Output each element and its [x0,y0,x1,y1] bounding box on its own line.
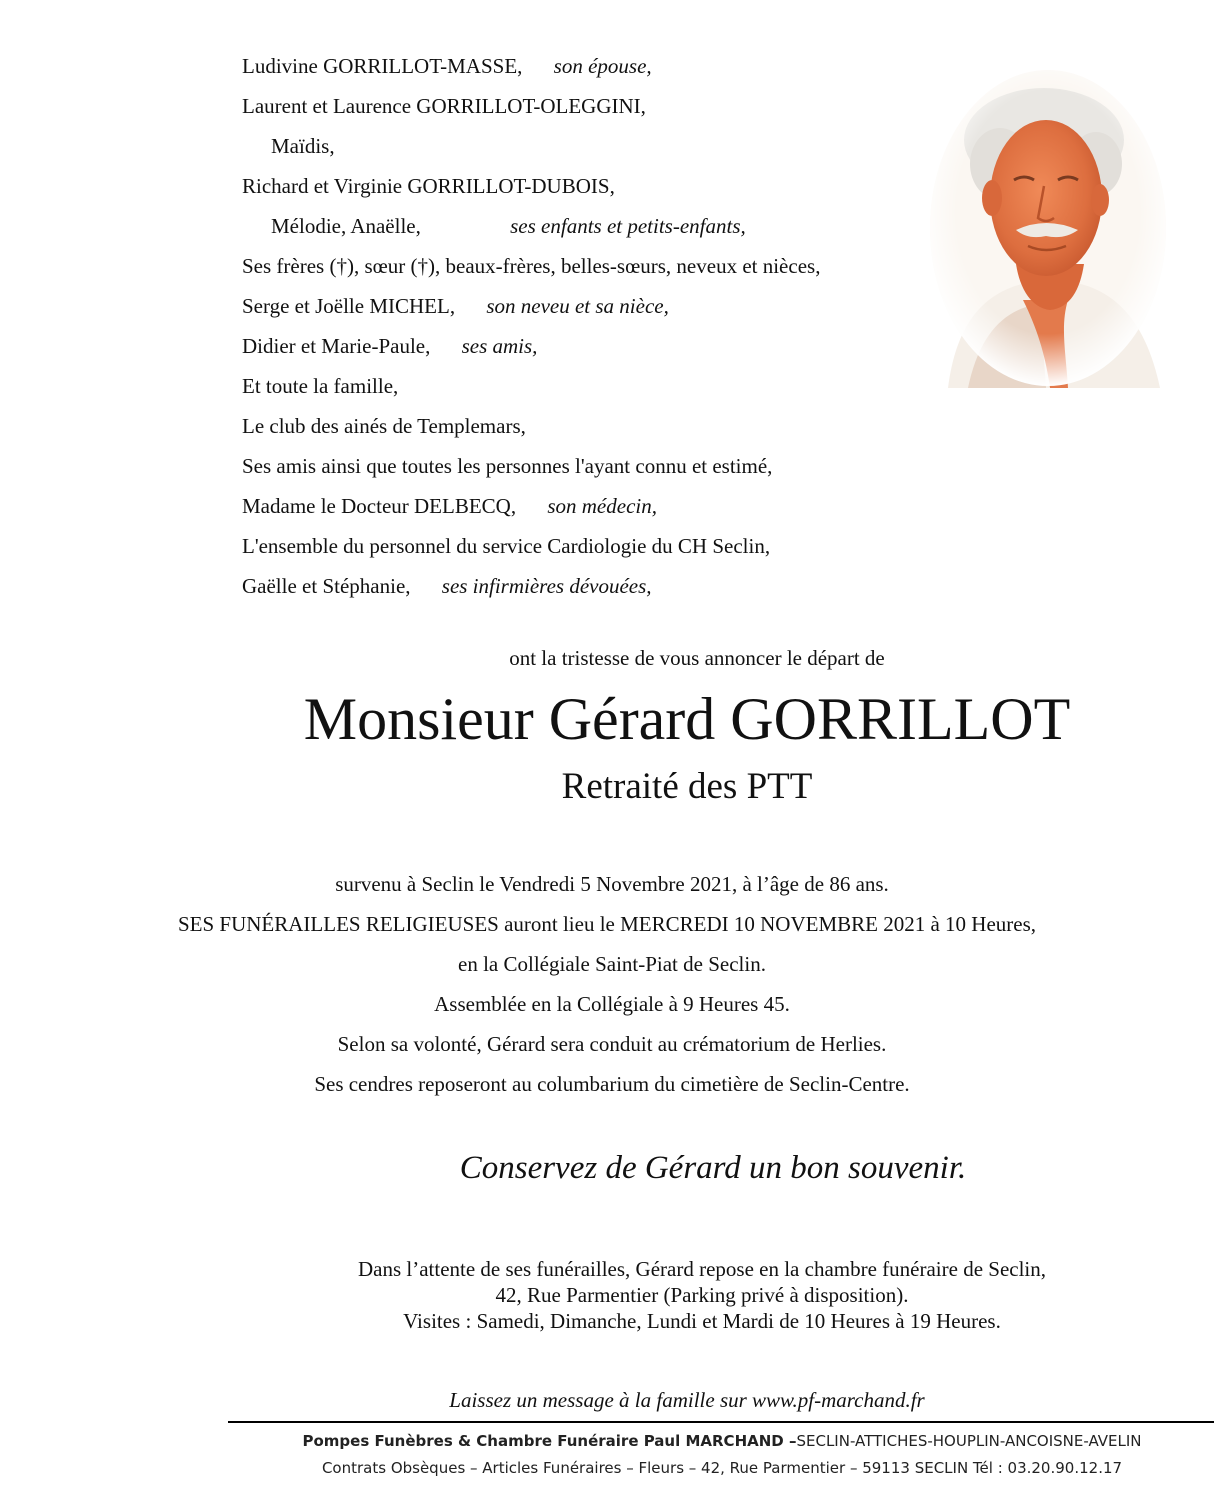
message-line: Laissez un message à la famille sur www.pf-marchand.fr [449,1388,925,1412]
portrait-illustration [928,68,1168,388]
detail-line: Ses cendres reposeront au columbarium du cimetière de Seclin-Centre. [314,1072,910,1096]
family-line [242,126,942,166]
family-line [242,486,942,526]
family-line [242,326,942,366]
detail-line: SES FUNÉRAILLES RELIGIEUSES auront lieu le MERCREDI 10 NOVEMBRE 2021 à 10 Heures, [177,912,1037,936]
family-line [242,206,942,246]
family-role: ses amis, [461,334,538,358]
family-name: Ses amis ainsi que toutes les personnes l'ayant connu et estimé, [242,454,773,478]
family-role: ses infirmières dévouées, [441,574,652,598]
family-name: Le club des ainés de Templemars, [242,414,526,438]
family-role: son neveu et sa nièce, [486,294,669,318]
detail-line: Selon sa volonté, Gérard sera conduit au crématorium de Herlies. [337,1032,887,1056]
family-line [242,246,942,286]
family-role: ses enfants et petits-enfants, [510,214,746,238]
family-name: Maïdis, [271,134,335,158]
family-line [242,366,942,406]
waiting-line: 42, Rue Parmentier (Parking privé à disposition). [495,1283,909,1307]
family-line [242,566,942,606]
waiting-info [0,1256,1214,1334]
family-name: Laurent et Laurence GORRILLOT-OLEGGINI, [242,94,646,118]
deceased-name: Monsieur Gérard GORRILLOT [303,686,1071,752]
funeral-details [0,864,1214,1104]
detail-line: Assemblée en la Collégiale à 9 Heures 45. [434,992,790,1016]
deceased-subtitle: Retraité des PTT [561,766,813,807]
footer-services: Contrats Obsèques – Articles Funéraires – Fleurs – 42, Rue Parmentier – 59113 SECLIN Tél : 03.20.90.12.17 [321,1459,1123,1477]
family-role: son épouse, [553,54,652,78]
detail-line: survenu à Seclin le Vendredi 5 Novembre 2021, à l’âge de 86 ans. [335,872,889,896]
family-line [242,446,942,486]
family-line [242,286,942,326]
family-name: Richard et Virginie GORRILLOT-DUBOIS, [242,174,615,198]
family-line [242,86,942,126]
footer-divider [228,1421,1214,1423]
family-line [242,166,942,206]
family-role: son médecin, [547,494,657,518]
family-name: Didier et Marie-Paule, [242,334,431,358]
footer-towns: SECLIN-ATTICHES-HOUPLIN-ANCOISNE-AVELIN [796,1432,1142,1450]
family-name: Ses frères (†), sœur (†), beaux-frères, belles-sœurs, neveux et nièces, [242,254,821,278]
family-list [242,46,942,606]
family-name: Ludivine GORRILLOT-MASSE, [242,54,523,78]
family-name: L'ensemble du personnel du service Cardiologie du CH Seclin, [242,534,771,558]
family-name: Mélodie, Anaëlle, [271,214,421,238]
family-line [242,46,942,86]
family-name: Serge et Joëlle MICHEL, [242,294,456,318]
detail-line: en la Collégiale Saint-Piat de Seclin. [458,952,766,976]
portrait-photo [928,68,1168,388]
family-line [242,526,942,566]
family-name: Gaëlle et Stéphanie, [242,574,411,598]
waiting-line: Dans l’attente de ses funérailles, Gérard repose en la chambre funéraire de Seclin, [357,1257,1047,1281]
footer-company-line [230,1430,1214,1452]
footer-company: Pompes Funèbres & Chambre Funéraire Paul MARCHAND – [302,1432,797,1450]
family-line [242,406,942,446]
announcement: ont la tristesse de vous annoncer le départ de [509,646,885,670]
family-name: Et toute la famille, [242,374,399,398]
waiting-line: Visites : Samedi, Dimanche, Lundi et Mardi de 10 Heures à 19 Heures. [403,1309,1001,1333]
family-name: Madame le Docteur DELBECQ, [242,494,517,518]
souvenir-quote: Conservez de Gérard un bon souvenir. [459,1150,967,1186]
